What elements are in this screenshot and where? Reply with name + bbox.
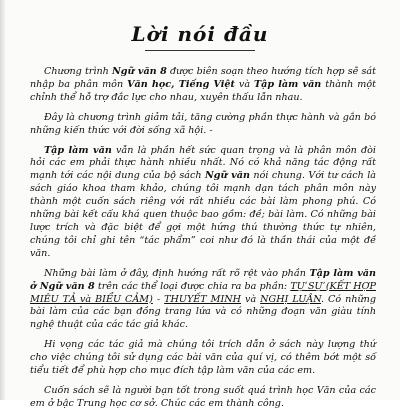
text-run: trên các thể loại được chia ra ba phần:: [94, 280, 291, 292]
text-run: NGHỊ LUẬN: [260, 293, 321, 305]
text-run: Chương trình: [44, 66, 112, 77]
paragraph: [30, 268, 376, 333]
text-run: và: [241, 293, 261, 305]
paragraph: [30, 339, 376, 378]
text-run: Cuốn sách sẽ là người bạn tốt trong suốt quá trình học Văn của các em ở bậc Trung học cơ sở. Chúc các em thành công.: [30, 384, 376, 409]
text-run: -: [152, 293, 165, 305]
text-run: Hi vọng các tác giả mà chúng tôi trích dẫn ở sách này lượng thứ cho việc chúng tôi sử dụng các bài văn của quí vị, có thêm bớt một số tiểu tiết để phù hợp cho mục đích tập làm văn của các em.: [30, 339, 376, 377]
page-binding-shadow: [0, 0, 6, 400]
text-run: Tập làm văn: [44, 144, 112, 156]
text-run: Văn học, Tiếng Việt: [127, 78, 235, 90]
text-run: . Có những bài làm của các bạn đồng trang lứa và có những đoạn văn giàu tính nghệ thuật của các tác giả khác.: [30, 293, 376, 331]
text-run: vẫn là phần hết sức quan trọng và là phân môn đòi hỏi các em phải thực hành nhiều nhất. Nó có khả năng tác động rất mạnh tới các nội dung của bộ sách: [30, 144, 376, 182]
text-run: Ngữ văn: [204, 170, 250, 182]
paragraph: [30, 145, 376, 261]
page-title: Lời nói đầu: [131, 22, 269, 46]
text-run: Tập làm văn ở Ngữ văn 8: [30, 267, 376, 292]
text-run: thành một chỉnh thể hỗ trợ đắc lực cho nhau, xuyên thấu lẫn nhau.: [30, 78, 376, 103]
paragraph: [30, 112, 376, 138]
text-run: nói chung. Với tư cách là sách giáo khoa tham khảo, chúng tôi mạnh dạn tách phân môn này thành một cuốn sách riêng với rất nhiều các bài làm phong phú. Có những bài kết cấu khá quen thuộc bao gồm: đề; bài làm. Có những bài lược trích và đặc biệt để gợi một hứng thú thường thức tự nhiên, chúng tôi chỉ ghi tên “tác phẩm” coi như đó là thần thái của một đề văn.: [30, 170, 376, 259]
text-run: Những bài làm ở đây, định hướng rất rõ rệt vào phần: [44, 267, 310, 279]
text-run: được biên soạn theo hướng tích hợp sẽ sát nhập ba phân môn: [30, 66, 376, 90]
text-run: TỰ SỰ (KẾT HỢP MIÊU TẢ và BIỂU CẢM): [30, 280, 376, 305]
text-run: Đây là chương trình giảm tải, tăng cường phần thực hành và gắn bó những kiến thức với đời sống xã hội. -: [30, 111, 376, 136]
paragraph: [30, 385, 376, 411]
text-run: THUYẾT MINH: [164, 293, 242, 305]
title-underline: [145, 50, 255, 51]
text-run: Tập làm văn: [253, 78, 322, 90]
paragraph: [30, 66, 376, 105]
text-run: Ngữ văn 8: [111, 66, 167, 77]
text-run: và: [234, 78, 254, 90]
document-body: [30, 66, 376, 418]
